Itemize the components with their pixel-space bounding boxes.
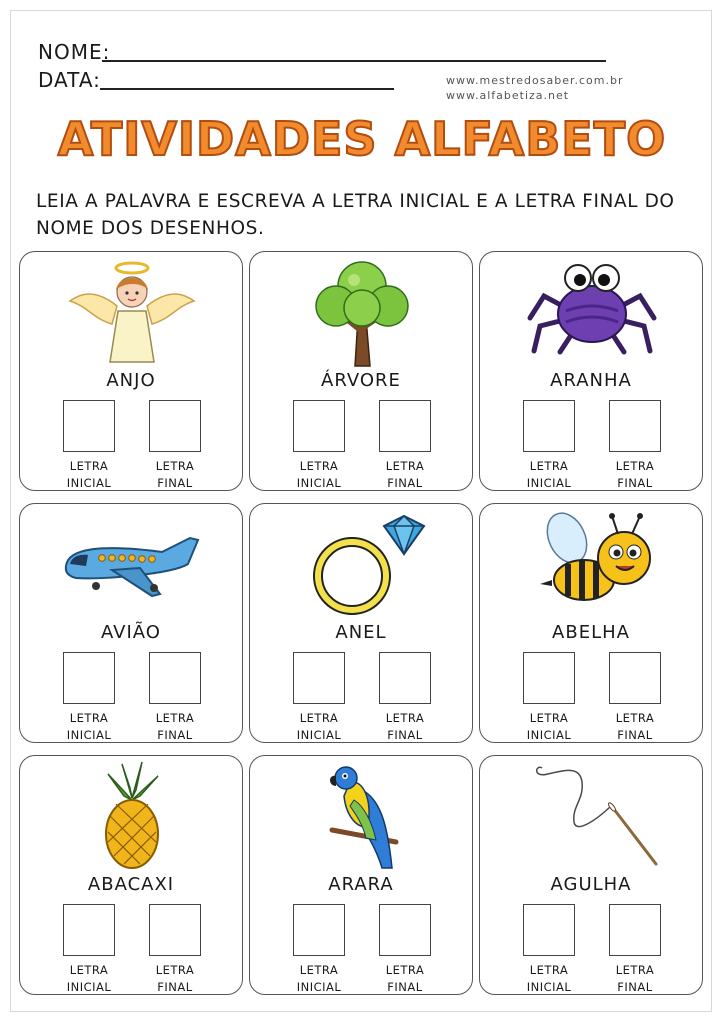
initial-caption: LETRA INICIAL bbox=[526, 963, 572, 994]
card-anel bbox=[249, 503, 473, 743]
final-caption: LETRA FINAL bbox=[385, 963, 425, 994]
initial-caption: LETRA INICIAL bbox=[296, 459, 342, 490]
initial-letter-box[interactable] bbox=[523, 652, 575, 704]
bee-icon bbox=[522, 508, 662, 620]
site-link-2[interactable]: www.alfabetiza.net bbox=[446, 89, 570, 102]
card-agulha bbox=[479, 755, 703, 995]
card-arara bbox=[249, 755, 473, 995]
site-link-1[interactable]: www.mestredosaber.com.br bbox=[446, 74, 624, 87]
initial-letter-box[interactable] bbox=[523, 400, 575, 452]
macaw-icon bbox=[292, 760, 432, 872]
card-arvore bbox=[249, 251, 473, 491]
page-title: ATIVIDADES ALFABETO bbox=[57, 112, 667, 166]
final-caption: LETRA FINAL bbox=[615, 963, 655, 994]
word-label: ANJO bbox=[106, 370, 156, 391]
word-label: AGULHA bbox=[550, 874, 632, 895]
initial-letter-box[interactable] bbox=[293, 400, 345, 452]
word-label: ÁRVORE bbox=[321, 370, 401, 391]
final-caption: LETRA FINAL bbox=[155, 459, 195, 490]
date-label: DATA: bbox=[38, 68, 101, 92]
pineapple-icon bbox=[62, 760, 202, 872]
word-label: ARANHA bbox=[550, 370, 632, 391]
word-label: ANEL bbox=[335, 622, 387, 643]
initial-letter-box[interactable] bbox=[63, 652, 115, 704]
initial-caption: LETRA INICIAL bbox=[66, 459, 112, 490]
final-letter-box[interactable] bbox=[379, 904, 431, 956]
final-caption: LETRA FINAL bbox=[385, 459, 425, 490]
initial-caption: LETRA INICIAL bbox=[296, 711, 342, 742]
card-anjo bbox=[19, 251, 243, 491]
final-letter-box[interactable] bbox=[149, 904, 201, 956]
word-label: ARARA bbox=[328, 874, 394, 895]
card-aviao bbox=[19, 503, 243, 743]
date-field[interactable] bbox=[100, 88, 394, 90]
airplane-icon bbox=[62, 508, 202, 620]
initial-letter-box[interactable] bbox=[293, 904, 345, 956]
final-caption: LETRA FINAL bbox=[155, 963, 195, 994]
word-label: ABELHA bbox=[552, 622, 630, 643]
angel-icon bbox=[62, 256, 202, 368]
final-letter-box[interactable] bbox=[609, 400, 661, 452]
initial-caption: LETRA INICIAL bbox=[66, 711, 112, 742]
final-letter-box[interactable] bbox=[379, 400, 431, 452]
initial-caption: LETRA INICIAL bbox=[66, 963, 112, 994]
final-letter-box[interactable] bbox=[609, 652, 661, 704]
final-letter-box[interactable] bbox=[609, 904, 661, 956]
final-caption: LETRA FINAL bbox=[385, 711, 425, 742]
final-caption: LETRA FINAL bbox=[615, 711, 655, 742]
initial-letter-box[interactable] bbox=[523, 904, 575, 956]
initial-caption: LETRA INICIAL bbox=[526, 459, 572, 490]
name-field[interactable] bbox=[102, 60, 606, 62]
instruction-text: LEIA A PALAVRA E ESCREVA A LETRA INICIAL E A LETRA FINAL DO NOME DOS DESENHOS. bbox=[36, 191, 675, 239]
word-label: AVIÃO bbox=[101, 622, 161, 643]
final-caption: LETRA FINAL bbox=[155, 711, 195, 742]
card-abelha bbox=[479, 503, 703, 743]
spider-icon bbox=[522, 256, 662, 368]
card-aranha bbox=[479, 251, 703, 491]
needle-icon bbox=[522, 760, 662, 872]
final-letter-box[interactable] bbox=[149, 400, 201, 452]
final-letter-box[interactable] bbox=[379, 652, 431, 704]
initial-letter-box[interactable] bbox=[63, 400, 115, 452]
initial-caption: LETRA INICIAL bbox=[296, 963, 342, 994]
final-caption: LETRA FINAL bbox=[615, 459, 655, 490]
initial-letter-box[interactable] bbox=[293, 652, 345, 704]
word-label: ABACAXI bbox=[87, 874, 175, 895]
final-letter-box[interactable] bbox=[149, 652, 201, 704]
ring-icon bbox=[292, 508, 432, 620]
initial-caption: LETRA INICIAL bbox=[526, 711, 572, 742]
name-label: NOME: bbox=[38, 40, 111, 64]
tree-icon bbox=[292, 256, 432, 368]
card-abacaxi bbox=[19, 755, 243, 995]
initial-letter-box[interactable] bbox=[63, 904, 115, 956]
